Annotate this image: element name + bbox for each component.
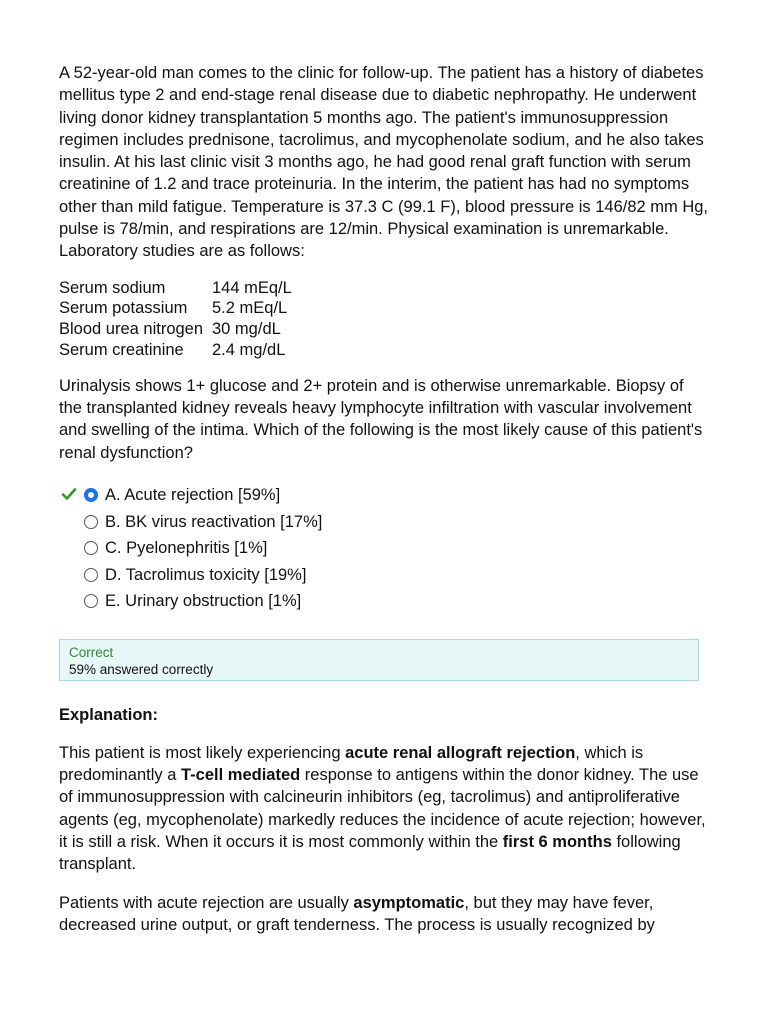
lab-row [59,278,711,299]
lab-name: Serum potassium [59,299,188,318]
explanation-text: Patients with acute rejection are usually [59,893,354,912]
lab-name: Serum creatinine [59,341,184,360]
answer-choice-label: E. Urinary obstruction [1%] [105,592,302,611]
radio-icon[interactable] [84,594,98,608]
question-page [59,62,711,936]
lab-name: Serum sodium [59,278,166,297]
answer-choice-d[interactable] [59,562,711,589]
explanation-heading: Explanation: [59,705,159,724]
explanation-bold: acute renal allograft rejection [345,743,576,762]
question-prompt: Urinalysis shows 1+ glucose and 2+ protein and is otherwise unremarkable. Biopsy of the transplanted kidney reveals heavy lymphocyte infiltration with vascular involvement and swelling of the intima. Which of the following is the most likely cause of this patient's renal dysfunction? [59,376,703,462]
answer-choice-a[interactable] [59,482,711,509]
explanation-paragraph [59,742,711,876]
check-icon [61,483,77,505]
explanation-bold: first 6 months [502,833,612,852]
answer-choice-label: B. BK virus reactivation [17%] [105,512,323,531]
lab-value: 2.4 mg/dL [212,341,286,360]
explanation-paragraph [59,892,711,937]
lab-value: 144 mEq/L [212,278,292,297]
explanation-bold: T-cell mediated [181,766,301,785]
explanation-text: response to antigens within the donor kidney. The use of immunosuppression with calcineurin inhibitors (eg, tacrolimus) and antiproliferative agents (eg, mycophenolate) markedly reduces the incidence of acute rejection; however, it is still a risk. When it occurs it is most commonly within the [59,766,706,852]
explanation-text: following transplant. [59,833,681,874]
answer-choice-c[interactable] [59,535,711,562]
radio-icon[interactable] [84,541,98,555]
answer-choices [59,482,711,615]
result-status: Correct [69,644,114,660]
explanation-text: This patient is most likely experiencing [59,743,346,762]
lab-row [59,340,711,361]
lab-name: Blood urea nitrogen [59,320,204,339]
answer-choice-label: D. Tacrolimus toxicity [19%] [105,565,307,584]
answer-choice-label: C. Pyelonephritis [1%] [105,539,268,558]
question-stem: A 52-year-old man comes to the clinic for follow-up. The patient has a history of diabetes mellitus type 2 and end-stage renal disease due to diabetic nephropathy. He underwent living donor kidney transplantation 5 months ago. The patient's immunosuppression regimen includes prednisone, tacrolimus, and mycophenolate sodium, and he also takes insulin. At his last clinic visit 3 months ago, he had good renal graft function with serum creatinine of 1.2 and trace proteinuria. In the interim, the patient has had no symptoms other than mild fatigue. Temperature is 37.3 C (99.1 F), blood pressure is 146/82 mm Hg, pulse is 78/min, and respirations are 12/min. Physical examination is unremarkable. Laboratory studies are as follows: [59,64,709,261]
lab-results [59,278,711,361]
explanation-text: , which is predominantly a [59,743,644,785]
result-box [59,639,699,681]
radio-icon[interactable] [84,515,98,529]
answer-choice-label: A. Acute rejection [59%] [105,486,281,505]
lab-value: 30 mg/dL [212,320,281,339]
radio-icon[interactable] [84,568,98,582]
answer-choice-b[interactable] [59,509,711,536]
lab-value: 5.2 mEq/L [212,299,288,318]
explanation-text: , but they may have fever, decreased urine output, or graft tenderness. The process is usually recognized by [59,893,655,934]
answer-choice-e[interactable] [59,588,711,615]
explanation-bold: asymptomatic [353,893,465,912]
percent-correct: 59% answered correctly [69,661,214,677]
radio-selected-icon[interactable] [84,488,98,502]
lab-row [59,298,711,319]
lab-row [59,319,711,340]
